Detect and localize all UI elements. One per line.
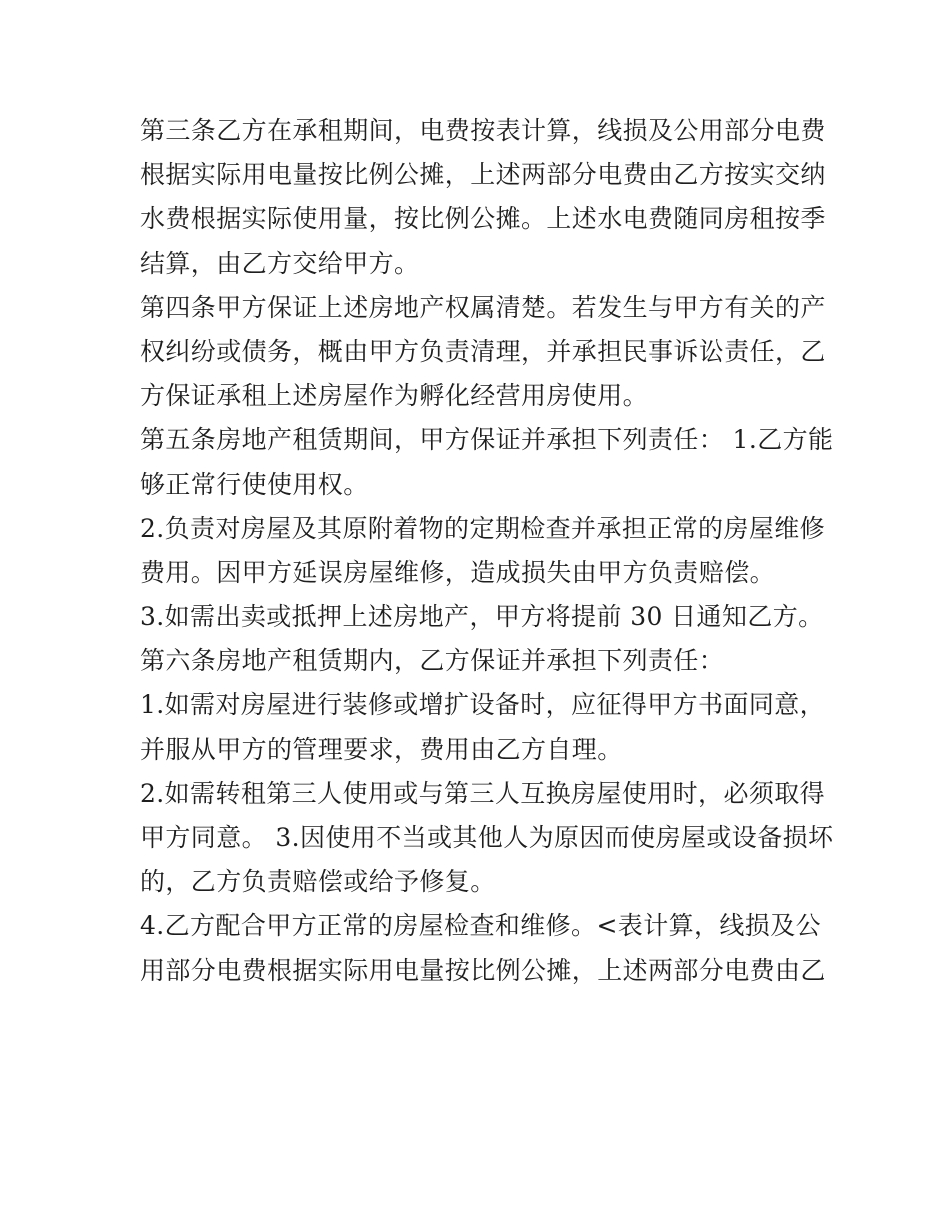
text-line: 第三条乙方在承租期间，电费按表计算，线损及公用部分电费	[140, 116, 826, 145]
text-line: 结算，由乙方交给甲方。	[140, 248, 420, 278]
text-line: 2.如需转租第三人使用或与第三人互换房屋使用时，必须取得	[140, 778, 826, 808]
text-line: 第五条房地产租赁期间，甲方保证并承担下列责任： 1.乙方能	[140, 425, 834, 455]
text-line: 第六条房地产租赁期内，乙方保证并承担下列责任：	[140, 646, 725, 676]
text-line: 用部分电费根据实际用电量按比例公摊，上述两部分电费由乙	[140, 955, 826, 985]
text-line: 的，乙方负责赔偿或给予修复。	[140, 867, 496, 897]
text-line: 方保证承租上述房屋作为孵化经营用房使用。	[140, 381, 649, 411]
text-line: 4.乙方配合甲方正常的房屋检查和维修。<表计算，线损及公	[140, 911, 822, 941]
text-line: 第四条甲方保证上述房地产权属清楚。若发生与甲方有关的产	[140, 292, 826, 322]
text-line: 并服从甲方的管理要求，费用由乙方自理。	[140, 734, 623, 764]
text-line: 费用。因甲方延误房屋维修，造成损失由甲方负责赔偿。	[140, 557, 776, 587]
text-line: 3.如需出卖或抵押上述房地产，甲方将提前 30 日通知乙方。	[140, 602, 824, 632]
text-line: 水费根据实际使用量，按比例公摊。上述水电费随同房租按季	[140, 204, 826, 234]
text-line: 2.负责对房屋及其原附着物的定期检查并承担正常的房屋维修	[140, 513, 826, 543]
text-line: 1.如需对房屋进行装修或增扩设备时，应征得甲方书面同意，	[140, 690, 826, 720]
text-line: 根据实际用电量按比例公摊，上述两部分电费由乙方按实交纳	[140, 160, 826, 190]
text-line: 甲方同意。 3.因使用不当或其他人为原因而使房屋或设备损坏	[140, 823, 834, 852]
contract-body-text	[140, 109, 834, 993]
text-line: 权纠纷或债务，概由甲方负责清理，并承担民事诉讼责任，乙	[140, 336, 826, 366]
text-line: 够正常行使使用权。	[140, 469, 369, 499]
